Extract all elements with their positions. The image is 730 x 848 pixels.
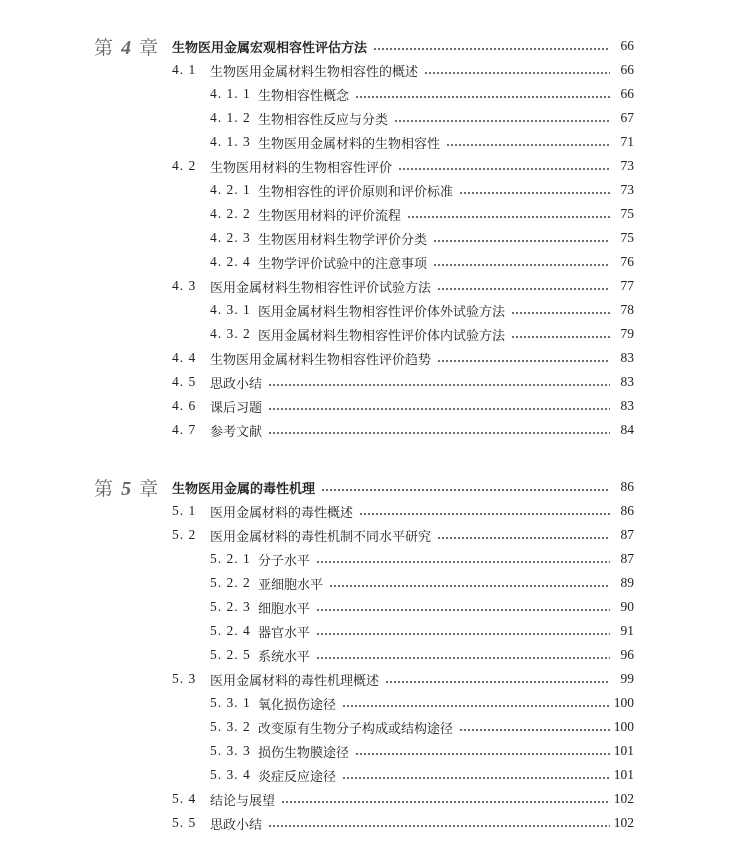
toc-entry[interactable] — [0, 298, 730, 322]
chapter-heading[interactable] — [0, 475, 730, 499]
page-number: 73 — [620, 158, 634, 173]
toc-entry[interactable] — [0, 547, 730, 571]
section-number: 4. 7 — [172, 422, 197, 437]
page-number: 75 — [620, 206, 634, 221]
toc-entry[interactable] — [0, 346, 730, 370]
section-number: 5. 3. 1 — [210, 695, 251, 710]
section-entry — [258, 766, 634, 785]
page-number: 99 — [620, 671, 634, 686]
section-title: 结论与展望 — [210, 793, 276, 809]
section-number: 4. 2 — [172, 158, 197, 173]
dot-leader — [268, 817, 610, 829]
dot-leader — [459, 184, 610, 196]
chapter-number: 4 — [121, 36, 133, 59]
section-number: 4. 1. 1 — [210, 86, 251, 101]
section-title: 炎症反应途径 — [258, 769, 337, 785]
section-entry — [210, 157, 634, 176]
toc-entry[interactable] — [0, 370, 730, 394]
section-title: 医用金属材料的毒性机制不同水平研究 — [210, 529, 432, 545]
section-number: 4. 3. 2 — [210, 326, 251, 341]
toc-entry[interactable] — [0, 715, 730, 739]
page-number: 83 — [620, 398, 634, 413]
chapter-number: 5 — [121, 477, 133, 500]
section-entry — [258, 718, 634, 737]
page-number: 83 — [620, 374, 634, 389]
section-entry — [258, 550, 634, 569]
chapter-suffix: 章 — [139, 36, 160, 59]
page-number: 66 — [620, 86, 634, 101]
section-number: 5. 4 — [172, 791, 197, 806]
dot-leader — [342, 697, 610, 709]
page-number: 67 — [620, 110, 634, 125]
chapter-heading[interactable] — [0, 34, 730, 58]
section-title: 亚细胞水平 — [258, 577, 324, 593]
section-number: 4. 3. 1 — [210, 302, 251, 317]
section-number: 5. 2. 4 — [210, 623, 251, 638]
dot-leader — [407, 208, 610, 220]
toc-entry[interactable] — [0, 250, 730, 274]
toc-entry[interactable] — [0, 763, 730, 787]
chapter-5 — [0, 475, 730, 835]
section-entry — [258, 742, 634, 761]
section-entry — [210, 502, 634, 521]
section-entry — [210, 526, 634, 545]
toc-entry[interactable] — [0, 394, 730, 418]
page-number: 101 — [613, 743, 634, 758]
section-entry — [258, 694, 634, 713]
page-number: 91 — [620, 623, 634, 638]
page-number: 83 — [620, 350, 634, 365]
section-title: 生物医用金属材料的生物相容性 — [258, 136, 441, 152]
dot-leader — [437, 529, 610, 541]
dot-leader — [329, 577, 610, 589]
page-number: 71 — [620, 134, 634, 149]
section-entry — [258, 301, 634, 320]
section-title: 医用金属材料的毒性概述 — [210, 505, 354, 521]
section-number: 4. 2. 1 — [210, 182, 251, 197]
toc-entry[interactable] — [0, 82, 730, 106]
dot-leader — [321, 481, 610, 493]
dot-leader — [437, 280, 610, 292]
page-number: 78 — [620, 302, 634, 317]
page-number: 79 — [620, 326, 634, 341]
section-number: 4. 3 — [172, 278, 197, 293]
section-entry — [258, 133, 634, 152]
section-entry — [258, 598, 634, 617]
section-number: 5. 2. 2 — [210, 575, 251, 590]
dot-leader — [268, 424, 610, 436]
section-title: 课后习题 — [210, 400, 263, 416]
toc-entry[interactable] — [0, 571, 730, 595]
section-number: 5. 3. 2 — [210, 719, 251, 734]
section-title: 生物医用金属材料生物相容性的概述 — [210, 64, 419, 80]
toc-entry[interactable] — [0, 226, 730, 250]
section-entry — [210, 790, 634, 809]
section-number: 5. 3 — [172, 671, 197, 686]
toc-entry[interactable] — [0, 322, 730, 346]
section-number: 4. 2. 4 — [210, 254, 251, 269]
dot-leader — [433, 232, 610, 244]
section-entry — [258, 205, 634, 224]
section-entry — [210, 277, 634, 296]
page-number: 101 — [613, 767, 634, 782]
section-title: 生物医用金属材料生物相容性评价趋势 — [210, 352, 432, 368]
section-title: 生物相容性反应与分类 — [258, 112, 389, 128]
section-title: 生物相容性概念 — [258, 88, 350, 104]
chapter-entry — [172, 478, 634, 497]
section-title: 分子水平 — [258, 553, 311, 569]
section-title: 改变原有生物分子构成或结构途径 — [258, 721, 454, 737]
section-number: 5. 2. 5 — [210, 647, 251, 662]
dot-leader — [398, 160, 610, 172]
toc-entry[interactable] — [0, 667, 730, 691]
page-number: 84 — [620, 422, 634, 437]
section-number: 4. 6 — [172, 398, 197, 413]
dot-leader — [385, 673, 610, 685]
section-number: 4. 2. 2 — [210, 206, 251, 221]
dot-leader — [316, 649, 610, 661]
page-number: 76 — [620, 254, 634, 269]
dot-leader — [316, 553, 610, 565]
section-title: 生物医用材料生物学评价分类 — [258, 232, 428, 248]
dot-leader — [359, 505, 610, 517]
chapter-title: 生物医用金属宏观相容性评估方法 — [172, 40, 368, 56]
section-entry — [210, 373, 634, 392]
section-entry — [210, 61, 634, 80]
section-number: 4. 1. 3 — [210, 134, 251, 149]
dot-leader — [373, 40, 610, 52]
dot-leader — [511, 328, 610, 340]
toc-entry[interactable] — [0, 178, 730, 202]
section-entry — [210, 397, 634, 416]
dot-leader — [459, 721, 610, 733]
section-number: 5. 5 — [172, 815, 197, 830]
page-number: 73 — [620, 182, 634, 197]
section-title: 细胞水平 — [258, 601, 311, 617]
chapter-label — [94, 474, 159, 501]
page-number: 102 — [613, 815, 634, 830]
section-number: 5. 2. 3 — [210, 599, 251, 614]
page-number: 100 — [613, 695, 634, 710]
page-number: 75 — [620, 230, 634, 245]
section-entry — [210, 670, 634, 689]
section-entry — [258, 325, 634, 344]
dot-leader — [433, 256, 610, 268]
section-title: 医用金属材料生物相容性评价体内试验方法 — [258, 328, 506, 344]
toc-entry[interactable] — [0, 202, 730, 226]
section-title: 生物医用材料的生物相容性评价 — [210, 160, 393, 176]
page-number: 100 — [613, 719, 634, 734]
page-number: 87 — [620, 527, 634, 542]
dot-leader — [342, 769, 610, 781]
section-title: 器官水平 — [258, 625, 311, 641]
page-number: 77 — [620, 278, 634, 293]
section-number: 5. 3. 3 — [210, 743, 251, 758]
chapter-title: 生物医用金属的毒性机理 — [172, 481, 316, 497]
section-title: 参考文献 — [210, 424, 263, 440]
chapter-suffix: 章 — [139, 477, 160, 500]
page-number: 86 — [620, 479, 634, 494]
section-entry — [258, 181, 634, 200]
section-title: 损伤生物膜途径 — [258, 745, 350, 761]
section-number: 5. 2 — [172, 527, 197, 542]
section-number: 4. 2. 3 — [210, 230, 251, 245]
toc-entry[interactable] — [0, 811, 730, 835]
section-entry — [210, 421, 634, 440]
section-entry — [258, 574, 634, 593]
section-entry — [210, 814, 634, 833]
section-entry — [258, 622, 634, 641]
dot-leader — [511, 304, 610, 316]
page-number: 102 — [613, 791, 634, 806]
page-number: 66 — [620, 62, 634, 77]
toc-entry[interactable] — [0, 274, 730, 298]
toc-entry[interactable] — [0, 106, 730, 130]
page-number: 90 — [620, 599, 634, 614]
section-number: 4. 5 — [172, 374, 197, 389]
page-number: 66 — [620, 38, 634, 53]
chapter-4 — [0, 34, 730, 442]
toc-entry[interactable] — [0, 787, 730, 811]
section-title: 医用金属材料的毒性机理概述 — [210, 673, 380, 689]
section-entry — [258, 646, 634, 665]
chapter-entry — [172, 37, 634, 56]
section-entry — [258, 253, 634, 272]
page-number: 87 — [620, 551, 634, 566]
dot-leader — [316, 601, 610, 613]
page-number: 89 — [620, 575, 634, 590]
section-number: 5. 1 — [172, 503, 197, 518]
toc-entry[interactable] — [0, 691, 730, 715]
dot-leader — [437, 352, 610, 364]
toc-entry[interactable] — [0, 58, 730, 82]
section-title: 生物医用材料的评价流程 — [258, 208, 402, 224]
section-title: 思政小结 — [210, 376, 263, 392]
toc-entry[interactable] — [0, 499, 730, 523]
dot-leader — [355, 745, 610, 757]
section-entry — [210, 349, 634, 368]
section-number: 5. 2. 1 — [210, 551, 251, 566]
section-entry — [258, 85, 634, 104]
dot-leader — [281, 793, 610, 805]
chapter-prefix: 第 — [94, 477, 115, 500]
dot-leader — [446, 136, 610, 148]
toc-entry[interactable] — [0, 595, 730, 619]
section-title: 生物学评价试验中的注意事项 — [258, 256, 428, 272]
toc-entry[interactable] — [0, 523, 730, 547]
dot-leader — [268, 400, 610, 412]
section-number: 5. 3. 4 — [210, 767, 251, 782]
section-title: 医用金属材料生物相容性评价试验方法 — [210, 280, 432, 296]
section-number: 4. 4 — [172, 350, 197, 365]
page-number: 86 — [620, 503, 634, 518]
section-entry — [258, 229, 634, 248]
dot-leader — [394, 112, 610, 124]
section-entry — [258, 109, 634, 128]
chapter-prefix: 第 — [94, 36, 115, 59]
section-title: 医用金属材料生物相容性评价体外试验方法 — [258, 304, 506, 320]
dot-leader — [316, 625, 610, 637]
section-number: 4. 1 — [172, 62, 197, 77]
dot-leader — [268, 376, 610, 388]
section-title: 系统水平 — [258, 649, 311, 665]
chapter-label — [94, 33, 159, 60]
toc-entry[interactable] — [0, 130, 730, 154]
toc-entry[interactable] — [0, 619, 730, 643]
section-title: 氧化损伤途径 — [258, 697, 337, 713]
dot-leader — [424, 64, 610, 76]
toc-entry[interactable] — [0, 643, 730, 667]
section-number: 4. 1. 2 — [210, 110, 251, 125]
toc-entry[interactable] — [0, 418, 730, 442]
section-title: 生物相容性的评价原则和评价标准 — [258, 184, 454, 200]
page-number: 96 — [620, 647, 634, 662]
toc-entry[interactable] — [0, 154, 730, 178]
toc-entry[interactable] — [0, 739, 730, 763]
dot-leader — [355, 88, 610, 100]
section-title: 思政小结 — [210, 817, 263, 833]
